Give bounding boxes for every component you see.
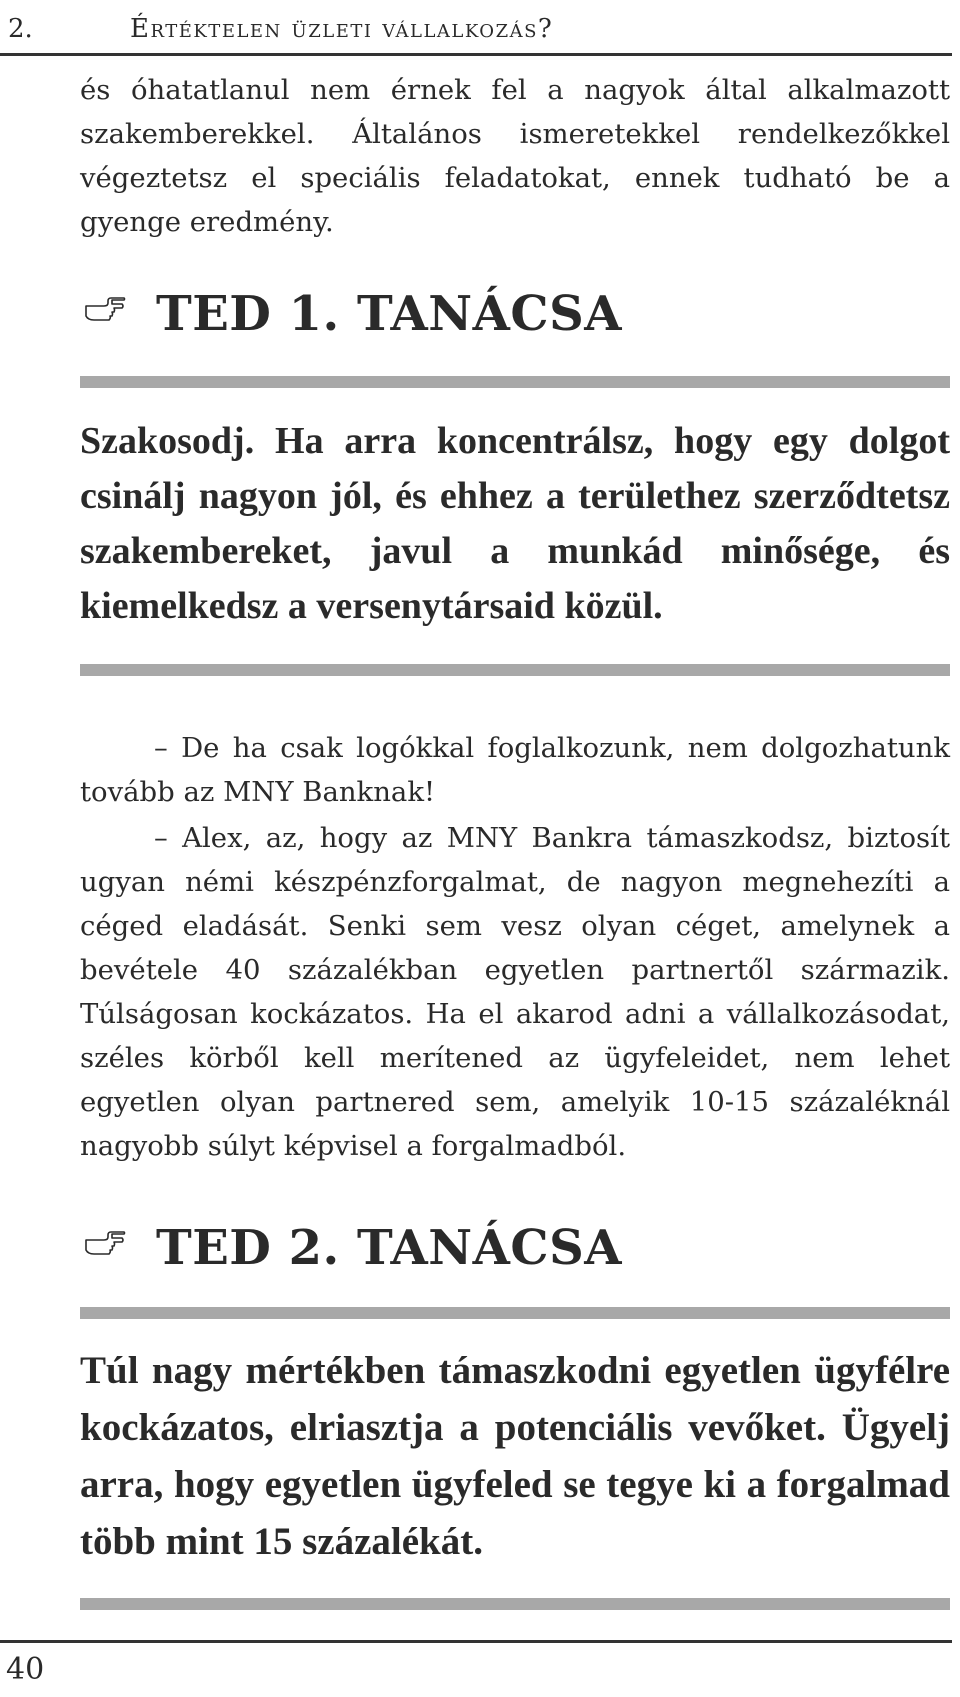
pointing-hand-icon [84, 1230, 126, 1258]
tip-1-title: TED 1. TANÁCSA [156, 286, 623, 342]
tip-1-body: Szakosodj. Ha arra koncentrálsz, hogy egy dolgot csinálj nagyon jól, és ehhez a területhez szerződtetsz szakembereket, javul a munkád minősége, és kiemelkedsz a versenytársaid közül. [80, 420, 950, 627]
dialogue-paragraph-1: – De ha csak logókkal foglalkozunk, nem dolgozhatunk tovább az MNY Banknak! [80, 732, 950, 808]
chapter-number: 2. [8, 14, 33, 44]
tip-1-top-rule [80, 376, 950, 388]
tip-2-body: Túl nagy mértékben támaszkodni egyetlen ügyfélre kockázatos, elriasztja a potenciális vevőket. Ügyelj arra, hogy egyetlen ügyfeled se tegye ki a forgalmad több mint 15 százalékát. [80, 1349, 950, 1563]
footer-rule [0, 1640, 952, 1643]
running-header [0, 8, 960, 48]
chapter-title: Értéktelen üzleti vállalkozás? [130, 14, 554, 44]
tip-2-bottom-rule [80, 1598, 950, 1610]
dialogue-paragraph-2: – Alex, az, hogy az MNY Bankra támaszkodsz, biztosít ugyan némi készpénzforgalmat, de nagyon megnehezíti a céged eladását. Senki sem vesz olyan céget, amelynek a bevétele 40 százalékban egyetlen partnertől származik. Túlságosan kockázatos. Ha el akarod adni a vállalkozásodat, széles körből kell merítened az ügyfeleidet, nem lehet egyetlen olyan partnered sem, amelyik 10-15 százaléknál nagyobb súlyt képvisel a forgalmadból. [80, 822, 950, 1162]
page-number: 40 [6, 1652, 45, 1687]
tip-2-top-rule [80, 1307, 950, 1319]
intro-paragraph: és óhatatlanul nem érnek fel a nagyok által alkalmazott szakemberekkel. Általános ismeretekkel rendelkezőkkel végeztetsz el speciális feladatokat, ennek tudható be a gyenge eredmény. [80, 74, 950, 238]
tip-2-title: TED 2. TANÁCSA [156, 1220, 623, 1276]
tip-1-bottom-rule [80, 664, 950, 676]
pointing-hand-icon [84, 296, 126, 324]
header-rule [0, 53, 952, 56]
